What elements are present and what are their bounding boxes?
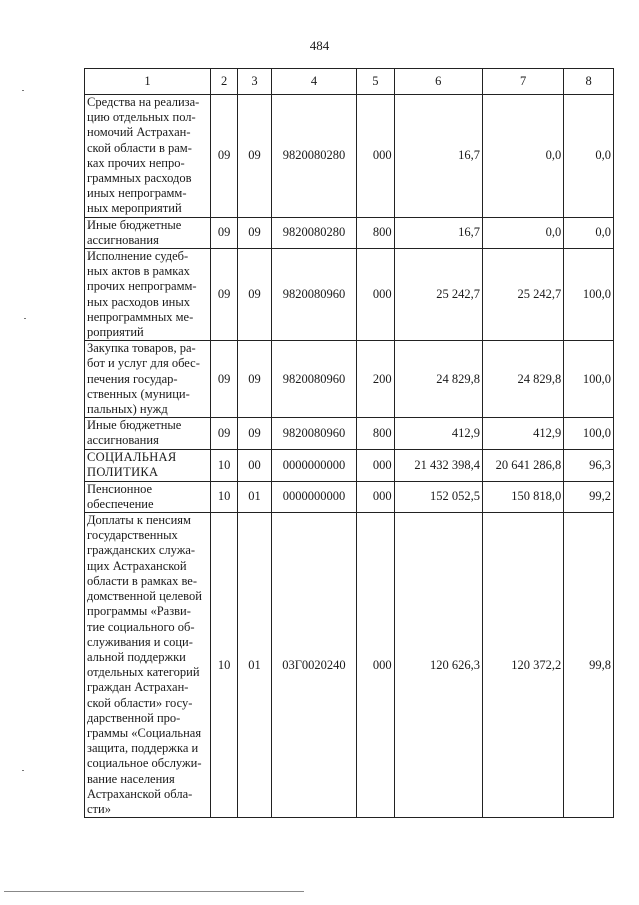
target-article-cell: 0000000000 xyxy=(271,481,356,512)
column-header: 8 xyxy=(564,69,614,95)
percent-executed-cell: 99,8 xyxy=(564,513,614,818)
subsection-code-cell: 09 xyxy=(238,95,272,218)
section-code-cell: 09 xyxy=(210,95,237,218)
table-header-row xyxy=(85,69,614,95)
expense-type-cell: 000 xyxy=(357,249,395,341)
row-name-cell: Иные бюджетные ассигнования xyxy=(85,418,211,449)
planned-amount-cell: 24 829,8 xyxy=(394,341,482,418)
expense-type-cell: 000 xyxy=(357,95,395,218)
target-article-cell: 9820080960 xyxy=(271,341,356,418)
planned-amount-cell: 152 052,5 xyxy=(394,481,482,512)
section-code-cell: 10 xyxy=(210,513,237,818)
row-name-cell: Пенсионное обеспечение xyxy=(85,481,211,512)
executed-amount-cell: 120 372,2 xyxy=(482,513,563,818)
subsection-code-cell: 09 xyxy=(238,418,272,449)
planned-amount-cell: 16,7 xyxy=(394,217,482,248)
table-row xyxy=(85,249,614,341)
percent-executed-cell: 100,0 xyxy=(564,418,614,449)
target-article-cell: 03Г0020240 xyxy=(271,513,356,818)
subsection-code-cell: 00 xyxy=(238,449,272,481)
percent-executed-cell: 0,0 xyxy=(564,95,614,218)
executed-amount-cell: 412,9 xyxy=(482,418,563,449)
table-row xyxy=(85,481,614,512)
column-header: 7 xyxy=(482,69,563,95)
target-article-cell: 9820080280 xyxy=(271,95,356,218)
table-row xyxy=(85,418,614,449)
executed-amount-cell: 0,0 xyxy=(482,95,563,218)
subsection-code-cell: 09 xyxy=(238,217,272,248)
scan-speck xyxy=(22,770,24,771)
planned-amount-cell: 16,7 xyxy=(394,95,482,218)
column-header: 5 xyxy=(357,69,395,95)
row-name-cell: Доплаты к пенсиям государственных гражданских служа- щих Астраханской области в рамках ве- домственной целевой программы «Разви- тие социального об- служивания и соци- альной поддержки отдельных категорий граждан Астрахан- ской области» госу- дарственной про- граммы «Социальная защита, поддержка и социальное обслужи- вание населения Астраханской обла- сти» xyxy=(85,513,211,818)
executed-amount-cell: 24 829,8 xyxy=(482,341,563,418)
subsection-code-cell: 09 xyxy=(238,249,272,341)
percent-executed-cell: 100,0 xyxy=(564,249,614,341)
expense-type-cell: 200 xyxy=(357,341,395,418)
section-code-cell: 09 xyxy=(210,341,237,418)
row-name-cell: Иные бюджетные ассигнования xyxy=(85,217,211,248)
column-header: 2 xyxy=(210,69,237,95)
planned-amount-cell: 21 432 398,4 xyxy=(394,449,482,481)
table-row xyxy=(85,341,614,418)
planned-amount-cell: 25 242,7 xyxy=(394,249,482,341)
expense-type-cell: 000 xyxy=(357,513,395,818)
scan-speck xyxy=(24,318,26,319)
page-number: 484 xyxy=(309,38,330,53)
footer-rule xyxy=(4,891,304,892)
section-code-cell: 09 xyxy=(210,249,237,341)
target-article-cell: 9820080960 xyxy=(271,418,356,449)
executed-amount-cell: 20 641 286,8 xyxy=(482,449,563,481)
row-name-cell: Закупка товаров, ра- бот и услуг для обес- печения государ- ственных (муници- пальных) нужд xyxy=(85,341,211,418)
row-name-cell: Исполнение судеб- ных актов в рамках прочих непрограмм- ных расходов иных непрограммных ме- роприятий xyxy=(85,249,211,341)
table-row xyxy=(85,217,614,248)
section-code-cell: 10 xyxy=(210,449,237,481)
expense-type-cell: 000 xyxy=(357,449,395,481)
column-header: 3 xyxy=(238,69,272,95)
subsection-code-cell: 01 xyxy=(238,481,272,512)
table-row xyxy=(85,513,614,818)
scan-speck xyxy=(22,90,24,91)
percent-executed-cell: 96,3 xyxy=(564,449,614,481)
target-article-cell: 0000000000 xyxy=(271,449,356,481)
subsection-code-cell: 01 xyxy=(238,513,272,818)
executed-amount-cell: 25 242,7 xyxy=(482,249,563,341)
section-code-cell: 09 xyxy=(210,418,237,449)
section-code-cell: 10 xyxy=(210,481,237,512)
executed-amount-cell: 0,0 xyxy=(482,217,563,248)
executed-amount-cell: 150 818,0 xyxy=(482,481,563,512)
expense-type-cell: 800 xyxy=(357,217,395,248)
target-article-cell: 9820080280 xyxy=(271,217,356,248)
table-row xyxy=(85,449,614,481)
planned-amount-cell: 412,9 xyxy=(394,418,482,449)
percent-executed-cell: 0,0 xyxy=(564,217,614,248)
subsection-code-cell: 09 xyxy=(238,341,272,418)
row-name-cell: СОЦИАЛЬНАЯ ПОЛИТИКА xyxy=(85,449,211,481)
target-article-cell: 9820080960 xyxy=(271,249,356,341)
column-header: 4 xyxy=(271,69,356,95)
table-row xyxy=(85,95,614,218)
expense-type-cell: 800 xyxy=(357,418,395,449)
budget-table xyxy=(84,68,614,818)
column-header: 1 xyxy=(85,69,211,95)
planned-amount-cell: 120 626,3 xyxy=(394,513,482,818)
expense-type-cell: 000 xyxy=(357,481,395,512)
row-name-cell: Средства на реализа- цию отдельных пол- номочий Астрахан- ской области в рам- ках прочих непро- граммных расходов иных непрограмм- ных мероприятий xyxy=(85,95,211,218)
section-code-cell: 09 xyxy=(210,217,237,248)
percent-executed-cell: 100,0 xyxy=(564,341,614,418)
column-header: 6 xyxy=(394,69,482,95)
percent-executed-cell: 99,2 xyxy=(564,481,614,512)
